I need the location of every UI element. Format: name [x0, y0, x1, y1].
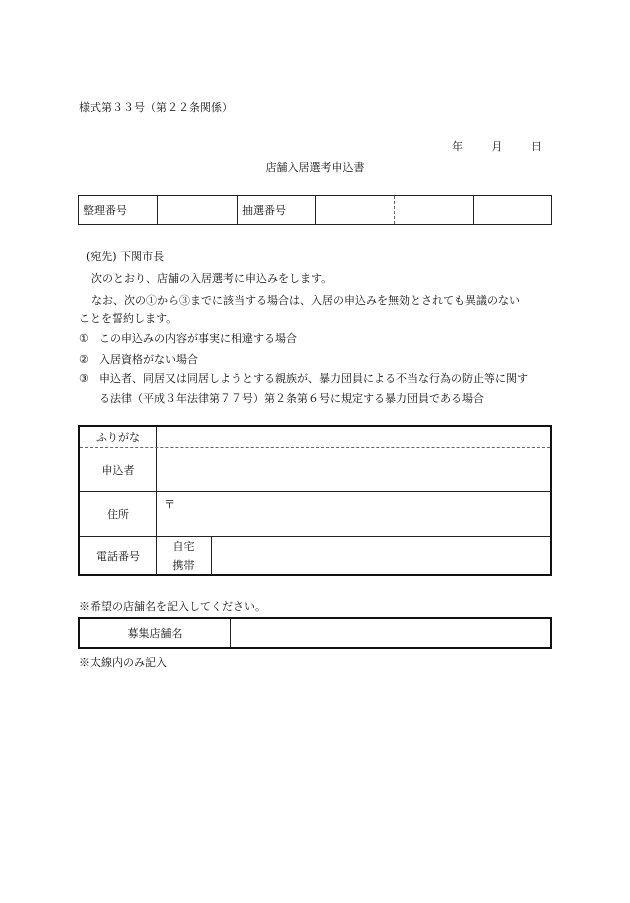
condition-text-continued: る法律（平成３年法律第７７号）第２条第６号に規定する暴力団員である場合 [99, 392, 484, 405]
pledge-text-line2: ことを誓約します。 [79, 312, 178, 325]
condition-number: ② [79, 353, 89, 366]
lottery-number-field-3[interactable] [474, 196, 551, 224]
shop-name-label: 募集店舗名 [80, 619, 231, 647]
lottery-number-label: 抽選番号 [238, 196, 316, 224]
intro-text: 次のとおり、店舗の入居選考に申込みをします。 [91, 272, 333, 285]
phone-type-labels [156, 537, 212, 574]
address-row[interactable] [80, 492, 550, 537]
addressee: (宛先) 下関市長 [86, 250, 165, 263]
date-month[interactable]: 月 [491, 140, 503, 153]
shop-table [78, 617, 552, 649]
ref-number-label: 整理番号 [79, 196, 158, 224]
applicant-table [78, 425, 552, 576]
furigana-label: ふりがな [80, 427, 157, 447]
date-line [452, 138, 542, 154]
ref-number-field[interactable] [158, 196, 238, 224]
condition-text: この申込みの内容が事実に相違する場合 [99, 332, 297, 345]
pledge-text-line1: なお、次の①から③までに該当する場合は、入居の申込みを無効とされても異議のない [91, 294, 520, 307]
shop-note: ※希望の店舗名を記入してください。 [79, 600, 266, 613]
lottery-number-field-2[interactable] [395, 196, 474, 224]
applicant-name-label: 申込者 [80, 448, 157, 491]
form-number: 様式第３３号（第２２条関係） [79, 101, 233, 114]
shop-name-field[interactable] [231, 619, 550, 647]
applicant-name-row[interactable] [80, 448, 550, 492]
lottery-number-field-1[interactable] [316, 196, 395, 224]
furigana-row[interactable] [80, 427, 550, 448]
phone-row[interactable] [80, 537, 550, 574]
document-title: 店舗入居選考申込書 [265, 161, 365, 174]
mobile-phone-label: 携帯 [172, 558, 195, 572]
admin-table [78, 195, 552, 225]
condition-number: ① [79, 332, 89, 345]
home-phone-label: 自宅 [172, 539, 195, 553]
condition-number: ③ [79, 372, 89, 385]
date-year[interactable]: 年 [452, 140, 463, 153]
date-day[interactable]: 日 [531, 140, 542, 153]
bold-border-note: ※太線内のみ記入 [79, 656, 167, 669]
condition-item [79, 370, 528, 386]
address-label: 住所 [80, 492, 157, 536]
condition-text: 申込者、同居又は同居しようとする親族が、暴力団員による不当な行為の防止等に関す [99, 372, 528, 385]
phone-label: 電話番号 [80, 537, 157, 574]
condition-item [79, 351, 198, 367]
postal-mark: 〒 [164, 498, 175, 511]
condition-text: 入居資格がない場合 [99, 353, 198, 366]
condition-item [79, 330, 297, 346]
